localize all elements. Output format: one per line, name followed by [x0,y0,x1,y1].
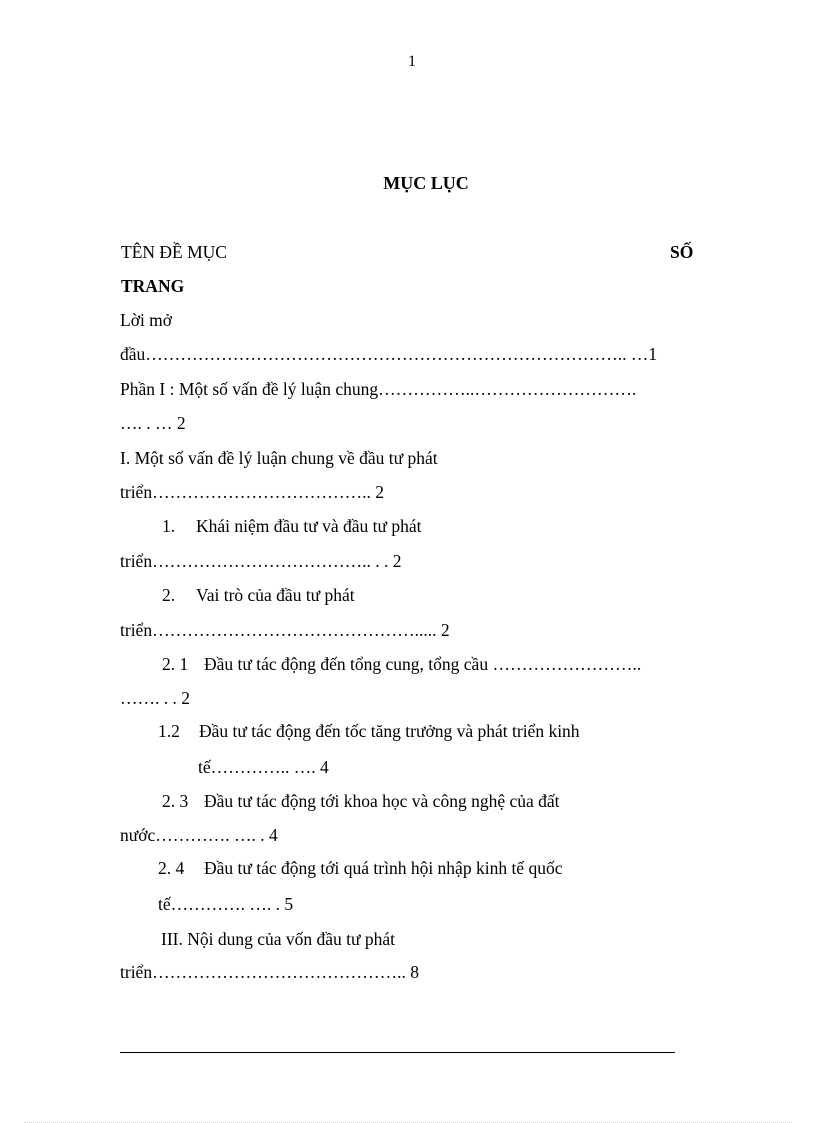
toc-entry-line1: Lời mở [120,310,173,330]
toc-entry-line1: Phần I : Một số vấn đề lý luận chung……………..………………………. [120,379,637,399]
header-left: TÊN ĐỀ MỤC [121,242,227,262]
toc-entry-number: 2. 4 [158,858,185,878]
toc-entry-line1: Đầu tư tác động tới quá trình hội nhập kinh tế quốc [204,858,563,878]
toc-entry-number: 2. [162,585,176,605]
toc-entry-line1: Đầu tư tác động đến tổng cung, tổng cầu …………………….. [204,654,642,674]
toc-entry-line2: …. . … 2 [120,413,186,433]
toc-entry-line2: triển……………………………….. 2 [120,482,384,502]
toc-entry-line2: ……. . . 2 [120,688,190,708]
toc-entry-number: 1.2 [158,721,180,741]
toc-entry-line2: đầu……………………………………………………………………….. …1 [120,344,658,364]
header-right: SỐ [670,242,694,262]
toc-entry-number: 1. [162,516,176,536]
toc-title: MỤC LỤC [383,173,469,193]
toc-entry-line2: tế………….. …. 4 [198,757,329,777]
header-second-line: TRANG [121,276,185,296]
toc-entry-number: 2. 3 [162,791,189,811]
toc-entry-number: 2. 1 [162,654,189,674]
toc-entry-line1: Đầu tư tác động đến tốc tăng trưởng và phát triển kinh [199,721,580,741]
toc-entry-line1: III. Nội dung của vốn đầu tư phát [161,929,396,949]
page-number: 1 [408,53,416,70]
footer-rule [120,1052,675,1053]
toc-entry-line2: tế…………. …. . 5 [158,894,294,914]
toc-entry-line1: Vai trò của đầu tư phát [196,585,355,605]
toc-entry-line2: triển……………………………….. . . 2 [120,551,402,571]
toc-entry-line1: Đầu tư tác động tới khoa học và công nghệ của đất [204,791,560,811]
toc-entry-line1: I. Một số vấn đề lý luận chung về đầu tư phát [120,448,438,468]
toc-entry-line1: Khái niệm đầu tư và đầu tư phát [196,516,422,536]
toc-entry-line2: triển…………………………………….. 8 [120,962,419,982]
toc-entry-line2: triển………………………………………..... 2 [120,620,450,640]
toc-entry-line2: nước…………. …. . 4 [120,825,278,845]
